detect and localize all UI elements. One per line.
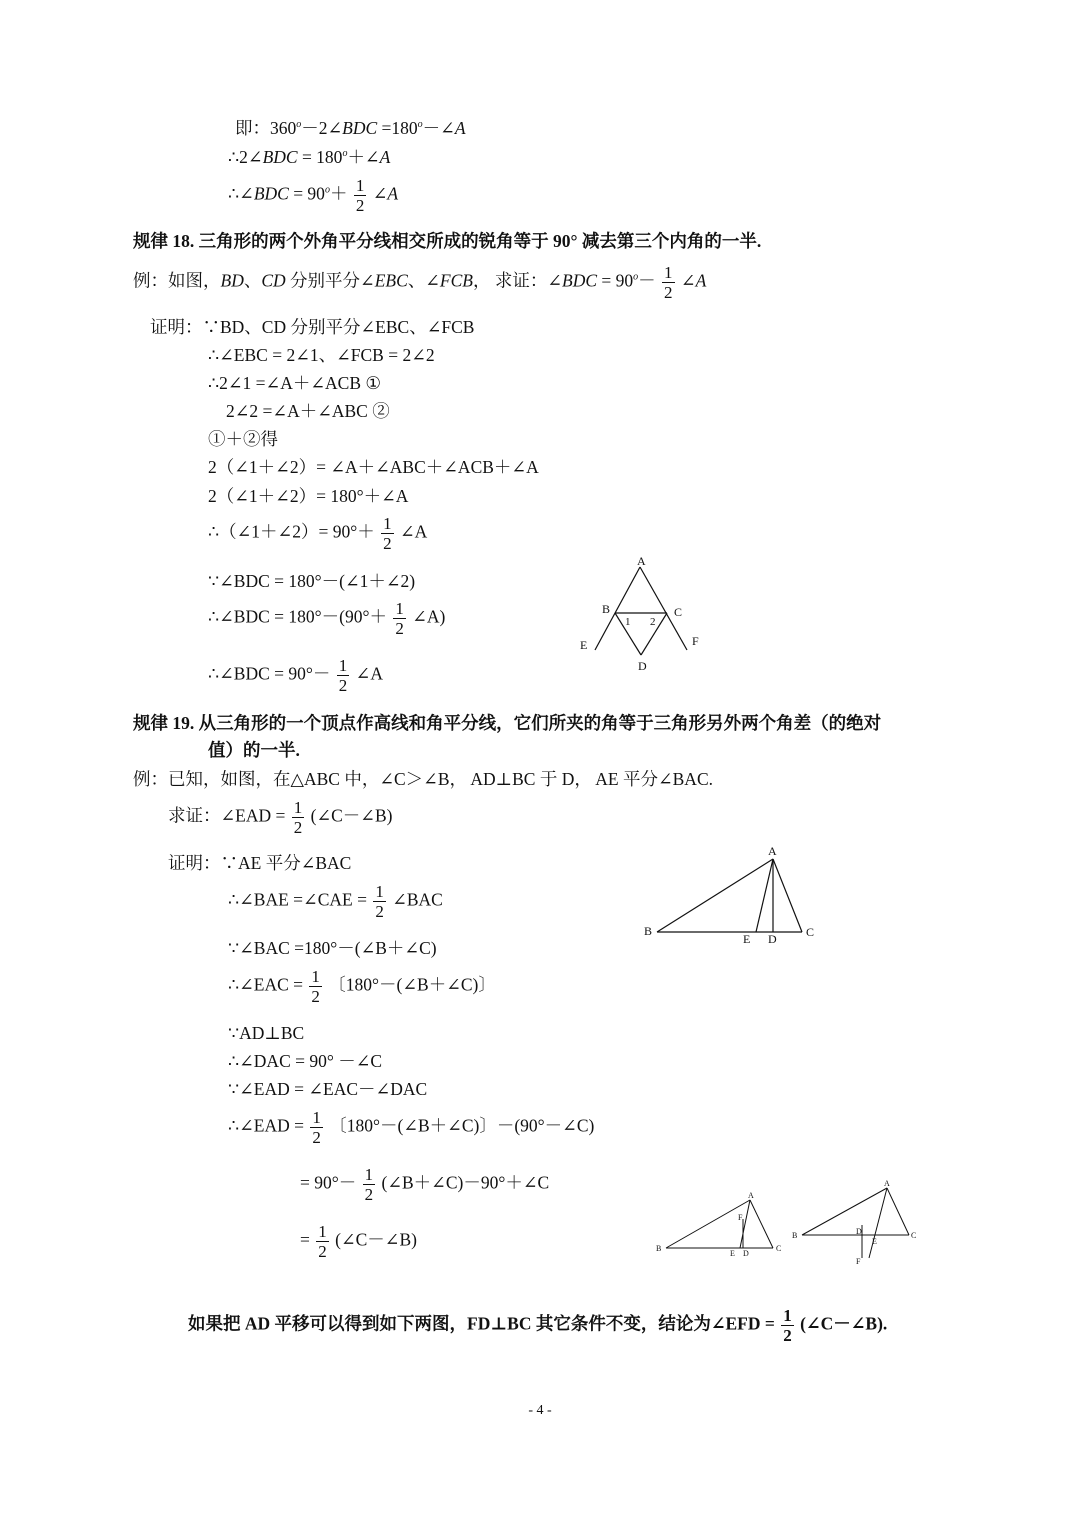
proof-line: ∵∠BDC = 180°－(∠1＋∠2) <box>208 571 416 591</box>
fraction-half: $\frac{1}{2}$ <box>783 1306 792 1345</box>
small-figure-2 <box>788 1178 923 1268</box>
vertex-label: A <box>884 1179 890 1188</box>
figure-line <box>666 1200 750 1248</box>
vertex-label: E <box>743 932 751 946</box>
proof-line: = $\frac{1}{2}$ (∠C－∠B) <box>300 1222 417 1261</box>
vertex-label: C <box>806 925 815 939</box>
vertex-label: F <box>856 1257 861 1266</box>
vertex-label: C <box>776 1244 782 1253</box>
fraction-half: $\frac{1}{2}$ <box>664 263 673 302</box>
proof-line: ∴∠BDC = $90^o+$ $\frac{1}{2}$ ∠A <box>228 176 399 215</box>
proof-line: 即：$360^o-2\angle BDC$ $=180^o-\angle A$ <box>235 118 466 138</box>
proof-line: ∴∠EAD = $\frac{1}{2}$ 〔180°－(∠B＋∠C)〕－(90°－∠C) <box>228 1108 595 1147</box>
vertex-label: B <box>656 1244 662 1253</box>
proof-line: ∴∠BAE =∠CAE = $\frac{1}{2}$ ∠BAC <box>228 882 443 921</box>
fraction-half: $\frac{1}{2}$ <box>395 599 404 638</box>
vertex-label: A <box>768 844 777 858</box>
fraction-half: $\frac{1}{2}$ <box>338 656 348 695</box>
fraction-half: $\frac{1}{2}$ <box>364 1165 374 1204</box>
vertex-label: C <box>674 605 683 619</box>
fraction-half: $\frac{1}{2}$ <box>355 176 365 215</box>
rule-18-example: 例：如图，BD、CD 分别平分∠EBC、∠FCB， 求证：∠BDC = $90^o-$ $\frac{1}{2}$ ∠A <box>133 263 707 302</box>
proof-line: ∴（∠1＋∠2）= 90°＋ $\frac{1}{2}$ ∠A <box>208 514 428 553</box>
proof-line: ∵AD⊥BC <box>228 1023 305 1043</box>
proof-line: ∵∠BAC =180°－(∠B＋∠C) <box>228 938 437 958</box>
fraction-half: $\frac{1}{2}$ <box>293 798 303 837</box>
proof-line: 证明：∵AE 平分∠BAC <box>168 853 352 873</box>
proof-line: 证明：∵BD、CD 分别平分∠EBC、∠FCB <box>150 317 475 337</box>
vertex-label: D <box>856 1227 862 1236</box>
vertex-label: C <box>911 1231 917 1240</box>
vertex-label: E <box>872 1237 877 1246</box>
figure-line <box>869 1188 887 1258</box>
rule-19-title: 规律 19. 从三角形的一个顶点作高线和角平分线，它们所夹的角等于三角形另外两个角差（的绝对 <box>133 713 882 733</box>
vertex-label: A <box>748 1191 754 1200</box>
figure-line <box>802 1188 887 1235</box>
fraction-half: $\frac{1}{2}$ <box>375 882 384 921</box>
proof-line: ∴2∠BDC = $180^o+\angle A$ <box>228 147 391 167</box>
proof-line: 2（∠1＋∠2）= 180°＋∠A <box>208 486 409 506</box>
vertex-label: F <box>738 1213 743 1222</box>
fraction-half: $\frac{1}{2}$ <box>383 514 392 553</box>
vertex-label: B <box>644 924 653 938</box>
proof-line: ∴∠EAC = $\frac{1}{2}$ 〔180°－(∠B＋∠C)〕 <box>228 967 496 1006</box>
proof-line: 2（∠1＋∠2）= ∠A＋∠ABC＋∠ACB＋∠A <box>208 457 539 477</box>
vertex-label: E <box>580 638 588 652</box>
figure-line <box>887 1188 909 1235</box>
proof-line: 2∠2 =∠A＋∠ABC ② <box>226 401 390 421</box>
figure-line <box>750 1200 773 1248</box>
angle-label: 2 <box>650 616 656 628</box>
proof-line: = 90°－ $\frac{1}{2}$ (∠B＋∠C)－90°＋∠C <box>300 1165 550 1204</box>
vertex-label: D <box>768 932 777 946</box>
fraction-half: $\frac{1}{2}$ <box>312 1108 321 1147</box>
proof-line: ∴∠EBC = 2∠1、∠FCB = 2∠2 <box>208 345 435 365</box>
vertex-label: B <box>792 1231 798 1240</box>
vertex-label: E <box>730 1249 735 1258</box>
vertex-label: A <box>637 554 646 568</box>
rule-19-title-cont: 值）的一半. <box>208 740 300 760</box>
rule-18-figure <box>575 550 710 675</box>
proof-line: ∵∠EAD = ∠EAC－∠DAC <box>228 1079 428 1099</box>
conclusion-line: 如果把 AD 平移可以得到如下两图，FD⊥BC 其它条件不变，结论为∠EFD = $\frac{1}{2}$ (∠C－∠B). <box>188 1306 888 1345</box>
figure-line <box>773 859 802 932</box>
vertex-label: B <box>602 602 611 616</box>
small-figure-1 <box>652 1188 787 1258</box>
figure-line <box>657 859 773 932</box>
page-number: - 4 - <box>528 1403 552 1418</box>
fraction-half: $\frac{1}{2}$ <box>311 967 320 1006</box>
rule-19-figure <box>640 842 825 947</box>
rule-19-example: 例：已知，如图，在△ABC 中，∠C＞∠B， AD⊥BC 于 D， AE 平分∠BAC. <box>133 769 713 789</box>
proof-line: ∴∠DAC = 90° －∠C <box>228 1051 383 1071</box>
proof-line: ∴2∠1 =∠A＋∠ACB ① <box>208 373 382 393</box>
vertex-label: D <box>638 659 647 673</box>
angle-label: 1 <box>625 616 631 628</box>
claim-line: 求证：∠EAD = $\frac{1}{2}$ (∠C－∠B) <box>168 798 393 837</box>
figure-line <box>740 1200 750 1248</box>
proof-line: ∴∠BDC = 90°－ $\frac{1}{2}$ ∠A <box>208 656 383 695</box>
vertex-label: D <box>743 1249 749 1258</box>
figure-line <box>756 859 773 932</box>
fraction-half: $\frac{1}{2}$ <box>318 1222 327 1261</box>
proof-line: ∴∠BDC = 180°－(90°＋ $\frac{1}{2}$ ∠A) <box>208 599 446 638</box>
vertex-label: F <box>692 634 699 648</box>
rule-18-title: 规律 18. 三角形的两个外角平分线相交所成的锐角等于 90° 减去第三个内角的一半. <box>133 231 762 251</box>
proof-line: ①＋②得 <box>208 429 278 449</box>
